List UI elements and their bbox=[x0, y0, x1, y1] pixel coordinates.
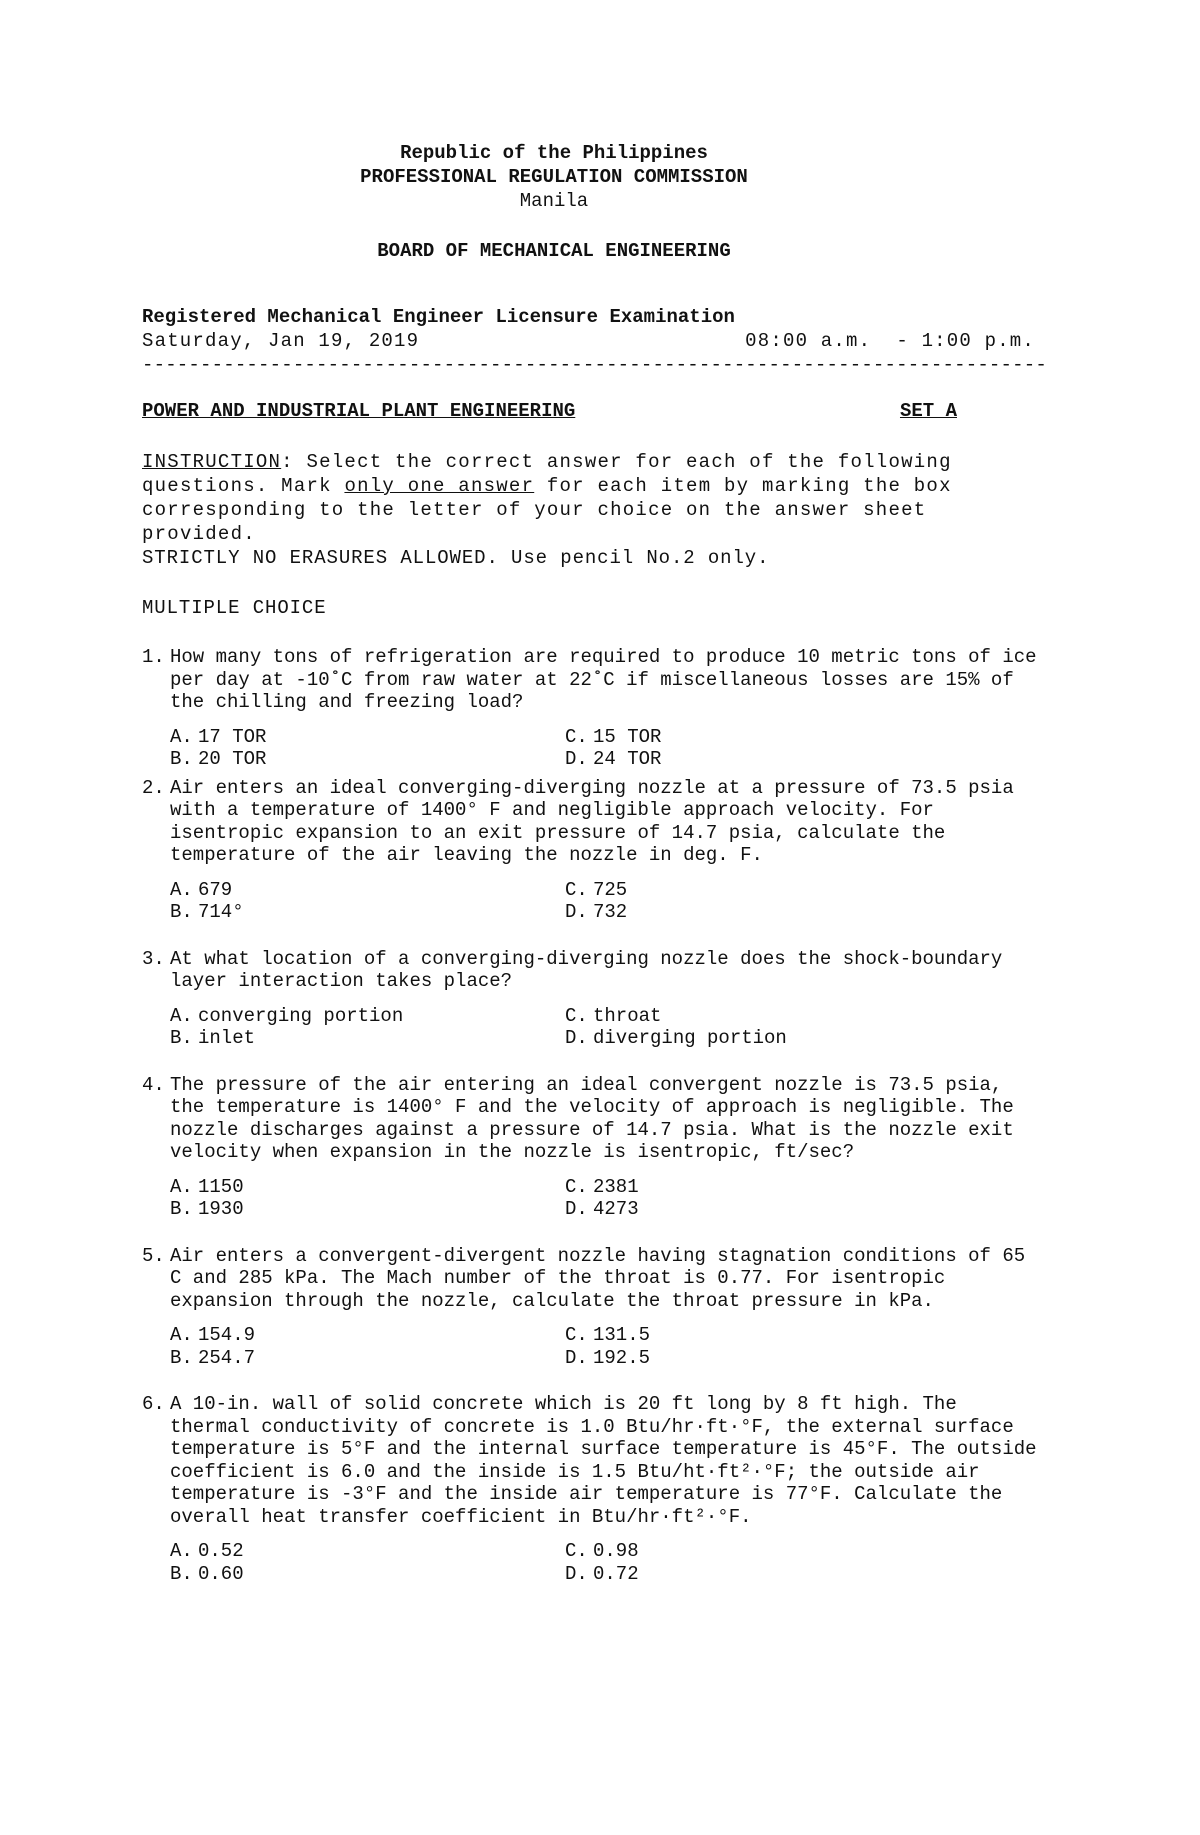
question-text: A 10-in. wall of solid concrete which is 20 ft long by 8 ft high. The thermal conductivity of concrete is 1.0 Btu/hr·ft·°F, the external surface temperature is 5°F and the internal surface temperature is 45°F. The outside coefficient is 6.0 and the inside is 1.5 Btu/ht·ft²·°F; the outside air temperature is -3°F and the inside air temperature is 77°F. Calculate the overall heat transfer coefficient in Btu/hr·ft²·°F. bbox=[170, 1393, 1037, 1528]
choice-d bbox=[565, 1198, 865, 1221]
choice-text: 20 TOR bbox=[198, 748, 267, 770]
choice-label: C. bbox=[565, 1175, 588, 1198]
question-item bbox=[142, 646, 1047, 771]
choice-label: B. bbox=[170, 1562, 193, 1585]
choice-text: 131.5 bbox=[593, 1324, 651, 1346]
choice-label: D. bbox=[565, 1198, 588, 1220]
choice-text: throat bbox=[593, 1004, 662, 1027]
choice-text: 0.98 bbox=[593, 1540, 639, 1562]
choice-label: B. bbox=[170, 901, 193, 923]
choice-text: 0.72 bbox=[593, 1562, 639, 1585]
choice-label: B. bbox=[170, 1346, 193, 1369]
choice-c bbox=[565, 1324, 865, 1347]
choice-label: C. bbox=[565, 725, 588, 748]
section-set: SET A bbox=[899, 400, 957, 422]
choice-a bbox=[170, 1324, 565, 1347]
choice-label: C. bbox=[565, 1324, 588, 1346]
choice-text: 24 TOR bbox=[593, 748, 662, 770]
exam-time: 08:00 a.m. - 1:00 p.m. bbox=[745, 330, 1035, 352]
choice-text: 1150 bbox=[198, 1175, 244, 1198]
choice-label: A. bbox=[170, 1540, 193, 1562]
multiple-choice-heading: MULTIPLE CHOICE bbox=[142, 597, 327, 619]
choice-text: diverging portion bbox=[593, 1027, 787, 1049]
exam-page bbox=[142, 142, 1062, 1595]
choice-text: 732 bbox=[593, 901, 628, 923]
choice-label: D. bbox=[565, 1562, 588, 1585]
choice-text: 679 bbox=[198, 878, 233, 901]
choice-d bbox=[565, 1027, 865, 1050]
choice-label: C. bbox=[565, 1004, 588, 1027]
choice-label: B. bbox=[170, 1027, 193, 1049]
choice-b bbox=[170, 1198, 565, 1221]
choice-text: 725 bbox=[593, 878, 628, 901]
choice-text: 17 TOR bbox=[198, 725, 267, 748]
choice-grid bbox=[170, 1540, 1047, 1585]
choice-label: D. bbox=[565, 748, 588, 770]
choice-text: 714° bbox=[198, 901, 244, 923]
instruction-emphasis: only one answer bbox=[344, 475, 535, 497]
choice-text: converging portion bbox=[198, 1004, 404, 1027]
question-item bbox=[142, 1245, 1047, 1370]
question-number: 2. bbox=[142, 776, 165, 799]
question-item bbox=[142, 777, 1047, 924]
choice-c bbox=[565, 1005, 865, 1028]
choice-label: C. bbox=[565, 878, 588, 901]
header-commission: PROFESSIONAL REGULATION COMMISSION bbox=[360, 166, 748, 188]
question-text: The pressure of the air entering an ideal convergent nozzle is 73.5 psia, the temperature is 1400° F and the velocity of approach is negligible. The nozzle discharges against a pressure of 14.7 psia. What is the nozzle exit velocity when expansion in the nozzle is isentropic, ft/sec? bbox=[170, 1073, 1014, 1163]
choice-b bbox=[170, 748, 565, 771]
header-city: Manila bbox=[519, 190, 589, 212]
choice-a bbox=[170, 1540, 565, 1563]
instruction-label: INSTRUCTION bbox=[142, 451, 282, 473]
divider-rule: ------------------------------------------------------------------------------ bbox=[142, 354, 1047, 374]
choice-text: 15 TOR bbox=[593, 725, 662, 748]
choice-label: D. bbox=[565, 901, 588, 923]
choice-label: A. bbox=[170, 1324, 193, 1346]
choice-label: A. bbox=[170, 1175, 193, 1198]
choice-text: 4273 bbox=[593, 1198, 639, 1220]
choice-text: 154.9 bbox=[198, 1324, 256, 1346]
choice-c bbox=[565, 726, 865, 749]
question-item bbox=[142, 1074, 1047, 1221]
choice-d bbox=[565, 1563, 865, 1586]
section-subject: POWER AND INDUSTRIAL PLANT ENGINEERING bbox=[142, 400, 576, 422]
question-text: Air enters an ideal converging-diverging nozzle at a pressure of 73.5 psia with a temperature of 1400° F and negligible approach velocity. For isentropic expansion to an exit pressure of 14.7 psia, calculate the temperature of the air leaving the nozzle in deg. F. bbox=[170, 776, 1014, 866]
choice-text: 254.7 bbox=[198, 1346, 256, 1369]
header-republic: Republic of the Philippines bbox=[400, 142, 708, 164]
choice-text: inlet bbox=[198, 1027, 256, 1049]
choice-c bbox=[565, 1540, 865, 1563]
choice-b bbox=[170, 1027, 565, 1050]
document-header bbox=[174, 142, 934, 264]
choice-text: 2381 bbox=[593, 1175, 639, 1198]
question-number: 3. bbox=[142, 947, 165, 970]
header-board: BOARD OF MECHANICAL ENGINEERING bbox=[377, 240, 731, 262]
question-text: How many tons of refrigeration are required to produce 10 metric tons of ice per day at -10˚C from raw water at 22˚C if miscellaneous losses are 15% of the chilling and freezing load? bbox=[170, 646, 1037, 713]
choice-label: D. bbox=[565, 1027, 588, 1049]
choice-label: B. bbox=[170, 748, 193, 770]
choice-grid bbox=[170, 1176, 1047, 1221]
choice-d bbox=[565, 748, 865, 771]
choice-grid bbox=[170, 726, 1047, 771]
choice-b bbox=[170, 1563, 565, 1586]
choice-a bbox=[170, 879, 565, 902]
exam-schedule-row bbox=[142, 330, 1047, 354]
question-number: 5. bbox=[142, 1244, 165, 1267]
instruction-strict: STRICTLY NO ERASURES ALLOWED. Use pencil No.2 only. bbox=[142, 547, 770, 569]
choice-grid bbox=[170, 879, 1047, 924]
choice-b bbox=[170, 1347, 565, 1370]
exam-title: Registered Mechanical Engineer Licensure Examination bbox=[142, 306, 735, 328]
choice-label: A. bbox=[170, 1004, 193, 1027]
choice-c bbox=[565, 879, 865, 902]
choice-label: B. bbox=[170, 1198, 193, 1220]
choice-grid bbox=[170, 1324, 1047, 1369]
choice-c bbox=[565, 1176, 865, 1199]
question-item bbox=[142, 948, 1047, 1050]
choice-label: D. bbox=[565, 1346, 588, 1369]
question-number: 6. bbox=[142, 1393, 165, 1415]
choice-grid bbox=[170, 1005, 1047, 1050]
choice-text: 0.60 bbox=[198, 1562, 244, 1585]
choice-label: A. bbox=[170, 725, 193, 748]
choice-d bbox=[565, 1347, 865, 1370]
question-text: Air enters a convergent-divergent nozzle having stagnation conditions of 65 C and 285 kPa. The Mach number of the throat is 0.77. For isentropic expansion through the nozzle, calculate the throat pressure in kPa. bbox=[170, 1244, 1026, 1312]
choice-text: 1930 bbox=[198, 1198, 244, 1220]
question-text: At what location of a converging-diverging nozzle does the shock-boundary layer interaction takes place? bbox=[170, 947, 1003, 992]
choice-d bbox=[565, 901, 865, 924]
question-number: 4. bbox=[142, 1073, 165, 1096]
question-item bbox=[142, 1393, 1047, 1585]
instruction-text-1: : Select the correct answer for each of the following questions. Mark bbox=[142, 451, 952, 497]
choice-label: C. bbox=[565, 1540, 588, 1562]
instruction-text-2: for each item by marking the box corresponding to the letter of your choice on the answer sheet provided. bbox=[142, 475, 952, 545]
instruction-paragraph bbox=[142, 450, 1022, 546]
question-number: 1. bbox=[142, 646, 165, 668]
choice-b bbox=[170, 901, 565, 924]
section-heading bbox=[142, 400, 957, 424]
exam-date: Saturday, Jan 19, 2019 bbox=[142, 330, 420, 352]
choice-a bbox=[170, 1176, 565, 1199]
choice-text: 0.52 bbox=[198, 1540, 244, 1562]
choice-a bbox=[170, 1005, 565, 1028]
choice-text: 192.5 bbox=[593, 1346, 651, 1369]
choice-label: A. bbox=[170, 878, 193, 901]
choice-a bbox=[170, 726, 565, 749]
